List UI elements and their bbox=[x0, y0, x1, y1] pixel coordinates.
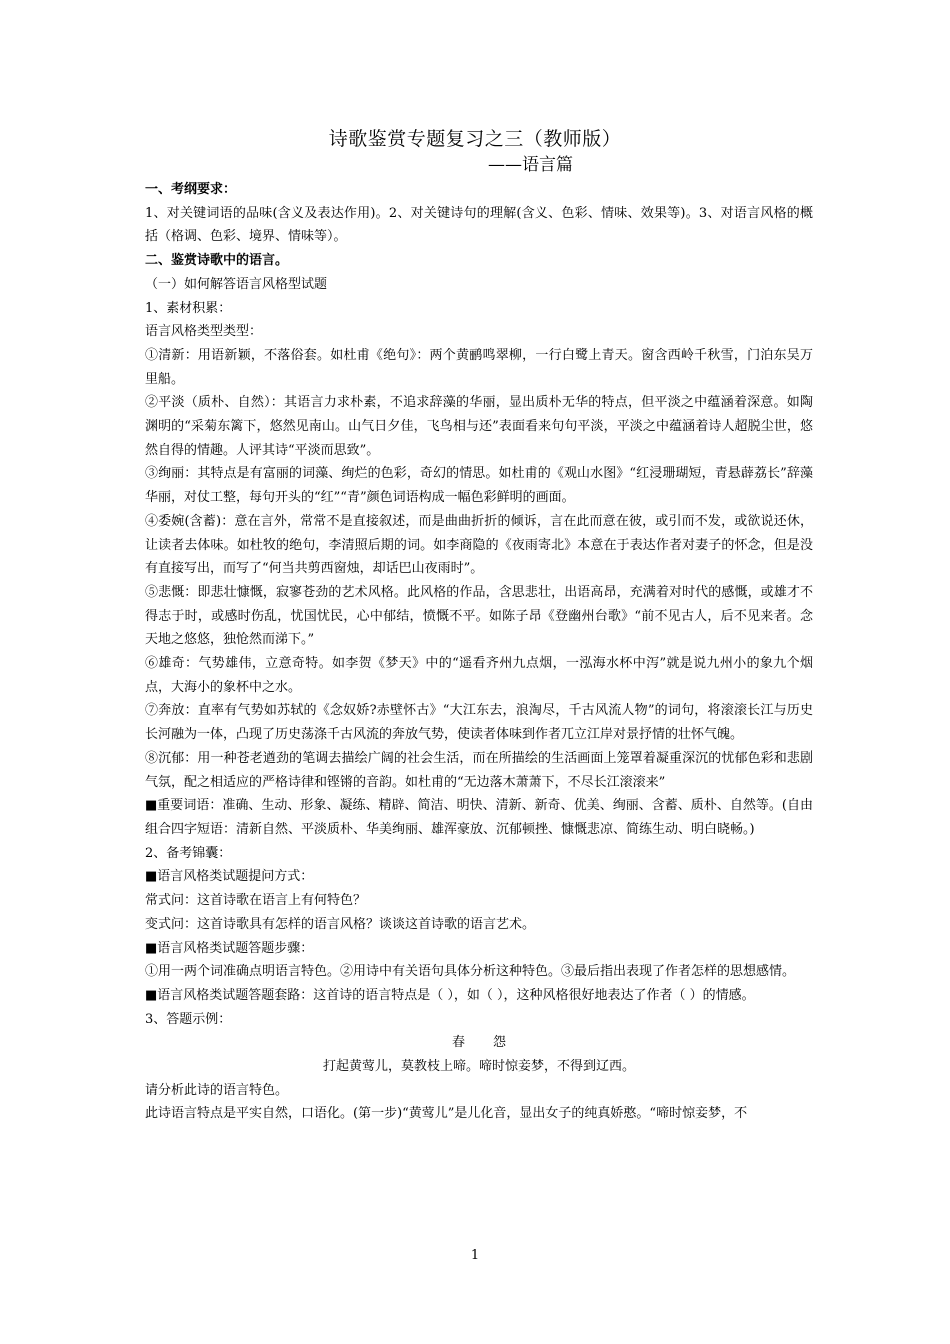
paragraph: ①用一两个词准确点明语言特色。②用诗中有关语句具体分析这种特色。③最后指出表现了作者怎样的思想感情。 bbox=[145, 964, 796, 980]
section-heading: 一、考纲要求： bbox=[145, 182, 237, 197]
paragraph: 此诗语言特点是平实自然，口语化。(第一步)“黄莺儿”是儿化音，显出女子的纯真娇憨。“啼时惊妾梦，不 bbox=[145, 1106, 748, 1122]
paragraph: 变式问：这首诗歌具有怎样的语言风格？谈谈这首诗歌的语言艺术。 bbox=[145, 916, 536, 932]
paragraph: 常式问：这首诗歌在语言上有何特色？ bbox=[145, 893, 367, 909]
item-heading: 1、素材积累： bbox=[145, 300, 232, 316]
document-body bbox=[145, 178, 813, 1126]
style-item: ③绚丽：其特点是有富丽的词藻、绚烂的色彩，奇幻的情思。如杜甫的《观山水图》“红浸珊瑚短，青悬薜荔长”辞藻华丽，对仗工整，每句开头的“红”“青”颜色词语构成一幅色彩鲜明的画面。 bbox=[145, 466, 813, 506]
poem-title: 春怨 bbox=[451, 1035, 534, 1051]
paragraph: ■语言风格类试题提问方式： bbox=[145, 869, 314, 885]
paragraph: 语言风格类型类型： bbox=[145, 324, 263, 340]
style-item: ⑥雄奇：气势雄伟，立意奇特。如李贺《梦天》中的“遥看齐州九点烟，一泓海水杯中泻”就是说九州小的象九个烟点，大海小的象杯中之水。 bbox=[145, 656, 813, 695]
style-item: ⑦奔放：直率有气势如苏轼的《念奴娇?赤壁怀古》“大江东去，浪淘尽，千古风流人物”的词句，将滚滚长江与历史长河融为一体，凸现了历史荡涤千古风流的奔放气势，使读者体味到作者兀立江岸对景抒情的壮怀气魄。 bbox=[145, 703, 813, 743]
paragraph: ■语言风格类试题答题步骤： bbox=[145, 940, 314, 956]
key-words: ■重要词语：准确、生动、形象、凝练、精辟、简洁、明快、清新、新奇、优美、绚丽、含蓄、质朴、自然等。(自由组合四字短语：清新自然、平淡质朴、华美绚丽、雄浑豪放、沉郁顿挫、慷慨悲凉、简练生动、明白晓畅。) bbox=[145, 798, 813, 837]
style-item: ⑤悲慨：即悲壮慷慨，寂寥苍劲的艺术风格。此风格的作品，含思悲壮，出语高昂，充满着对时代的感慨，或雄才不得志于时，或感时伤乱，忧国忧民，心中郁结，愤慨不平。如陈子昂《登幽州台歌》“前不见古人，后不见来者。念天地之悠悠，独怆然而涕下。” bbox=[145, 584, 813, 648]
document-title: 诗歌鉴赏专题复习之三（教师版） bbox=[328, 128, 622, 150]
style-item: ①清新：用语新颖，不落俗套。如杜甫《绝句》：两个黄鹂鸣翠柳，一行白鹭上青天。窗含西岭千秋雪，门泊东吴万里船。 bbox=[145, 347, 813, 387]
subsection-heading: （一）如何解答语言风格型试题 bbox=[145, 276, 328, 292]
paragraph: 请分析此诗的语言特色。 bbox=[145, 1082, 289, 1098]
style-item: ④委婉(含蓄)：意在言外，常常不是直接叙述，而是曲曲折折的倾诉，言在此而意在彼，或引而不发，或欲说还休，让读者去体味。如杜牧的绝句，李清照后期的词。如李商隐的《夜雨寄北》本意在于表达作者对妻子的怀念，但是没有直接写出，而写了“何当共剪西窗烛，却话巴山夜雨时”。 bbox=[145, 513, 813, 577]
poem-line: 打起黄莺儿，莫教枝上啼。啼时惊妾梦，不得到辽西。 bbox=[322, 1059, 635, 1075]
paragraph: ■语言风格类试题答题套路：这首诗的语言特点是（ ），如（ ），这种风格很好地表达了作者（ ）的情感。 bbox=[145, 987, 755, 1003]
style-item: ②平淡（质朴、自然）：其语言力求朴素，不追求辞藻的华丽，显出质朴无华的特点，但平淡之中蕴涵着深意。如陶渊明的“采菊东篱下，悠然见南山。山气日夕佳，飞鸟相与还”表面看来句句平淡，平淡之中蕴涵着诗人超脱尘世，悠然自得的情趣。人评其诗“平淡而思致”。 bbox=[145, 395, 813, 458]
style-item: ⑧沉郁：用一种苍老遒劲的笔调去描绘广阔的社会生活，而在所描绘的生活画面上笼罩着凝重深沉的忧郁色彩和悲剧气氛，配之相适应的严格诗律和铿锵的音韵。如杜甫的“无边落木萧萧下，不尽长江滚滚来” bbox=[145, 750, 813, 790]
paragraph: 1、对关键词语的品味(含义及表达作用)。2、对关键诗句的理解(含义、色彩、情味、效果等)。3、对语言风格的概括（格调、色彩、境界、情味等）。 bbox=[145, 205, 813, 245]
page-number: 1 bbox=[470, 1248, 480, 1263]
item-heading: 2、备考锦囊： bbox=[145, 845, 232, 861]
document-subtitle: ——语言篇 bbox=[488, 155, 573, 175]
section-heading: 二、鉴赏诗歌中的语言。 bbox=[145, 253, 289, 269]
item-heading: 3、答题示例： bbox=[145, 1011, 232, 1027]
